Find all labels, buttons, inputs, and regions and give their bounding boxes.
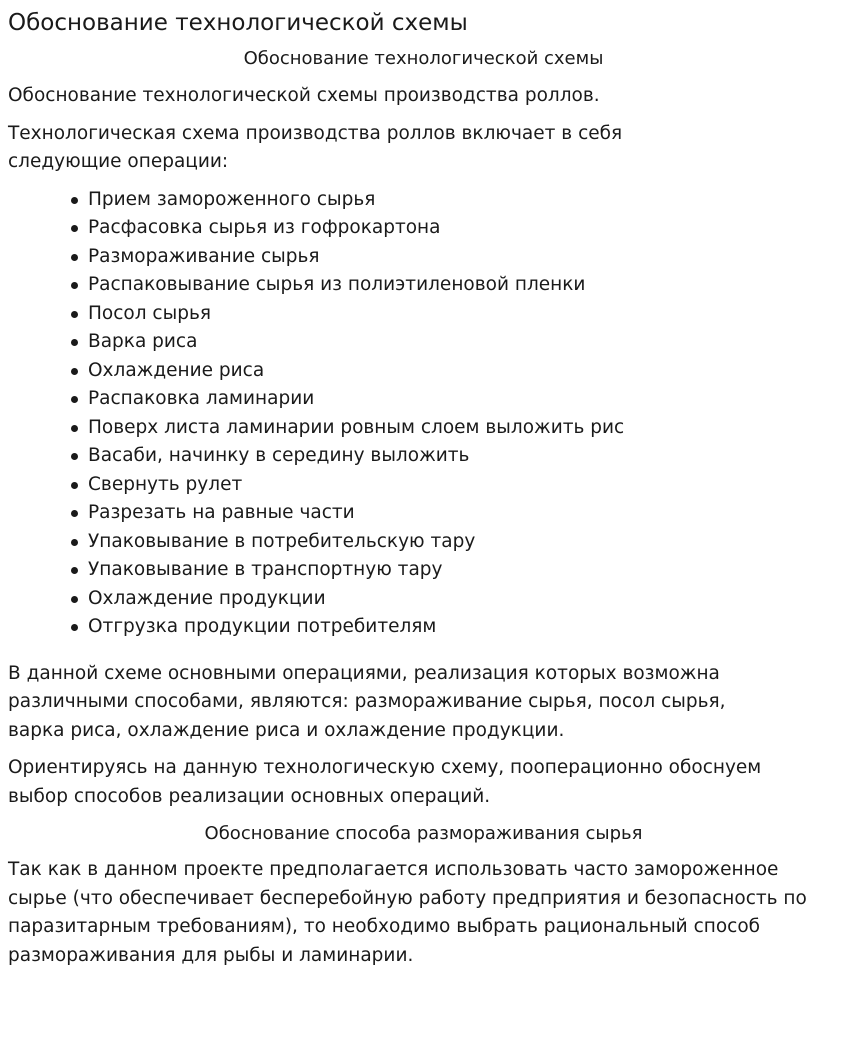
- section-heading: Обоснование технологической схемы: [243, 48, 604, 69]
- list-lead-paragraph: Технологическая схема производства роллов включает в себя следующие операции:: [8, 122, 623, 172]
- subsection-heading: Обоснование способа размораживания сырья: [204, 823, 643, 844]
- list-item: Поверх листа ламинарии ровным слоем выложить рис: [88, 414, 839, 443]
- main-operations-paragraph: В данной схеме основными операциями, реализация которых возможна различными способами, являются: размораживание сырья, посол сырья, варка риса, охлаждение риса и охлаждение продукции.: [8, 662, 726, 741]
- list-item: Разрезать на равные части: [88, 499, 839, 528]
- list-item: Охлаждение риса: [88, 357, 839, 386]
- list-item: Размораживание сырья: [88, 243, 839, 272]
- list-item: Посол сырья: [88, 300, 839, 329]
- list-item: Распаковывание сырья из полиэтиленовой пленки: [88, 271, 839, 300]
- list-item: Упаковывание в потребительскую тару: [88, 528, 839, 557]
- orientation-paragraph: Ориентируясь на данную технологическую схему, пооперационно обоснуем выбор способов реализации основных операций.: [8, 757, 762, 807]
- operations-list: [8, 186, 839, 642]
- thawing-paragraph: Так как в данном проекте предполагается использовать часто замороженное сырье (что обеспечивает бесперебойную работу предприятия и безопасность по паразитарным требованиям), то необходимо выбрать рациональный способ размораживания для рыбы и ламинарии.: [8, 859, 807, 966]
- list-item: Свернуть рулет: [88, 471, 839, 500]
- list-item: Отгрузка продукции потребителям: [88, 613, 839, 642]
- list-item: Расфасовка сырья из гофрокартона: [88, 214, 839, 243]
- list-item: Распаковка ламинарии: [88, 385, 839, 414]
- list-item: Упаковывание в транспортную тару: [88, 556, 839, 585]
- list-item: Варка риса: [88, 328, 839, 357]
- list-item: Прием замороженного сырья: [88, 186, 839, 215]
- list-item: Васаби, начинку в середину выложить: [88, 442, 839, 471]
- page-title: Обоснование технологической схемы: [8, 10, 468, 36]
- intro-paragraph: Обоснование технологической схемы производства роллов.: [8, 85, 600, 106]
- list-item: Охлаждение продукции: [88, 585, 839, 614]
